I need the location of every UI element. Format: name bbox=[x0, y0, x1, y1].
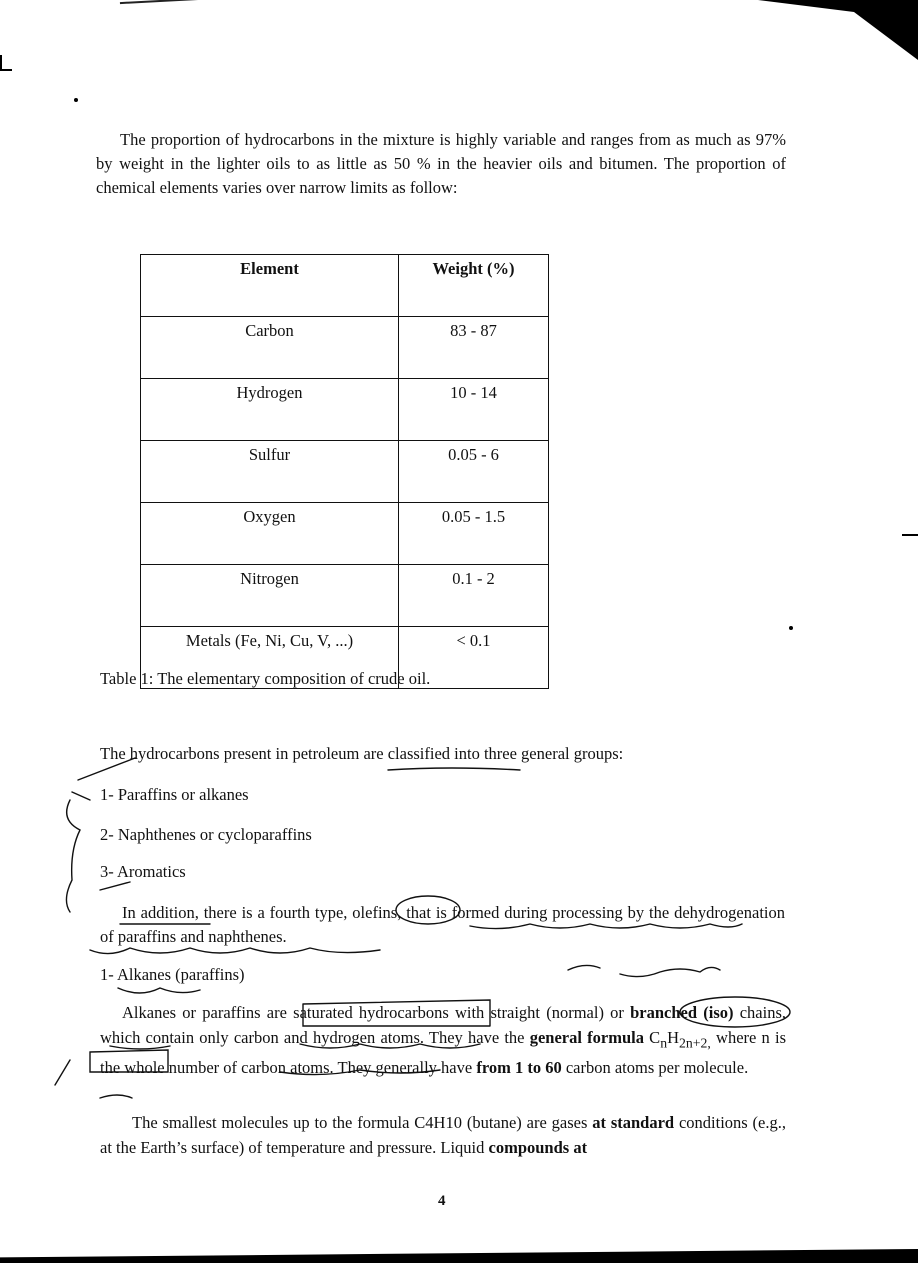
table-cell: 0.05 - 6 bbox=[399, 441, 549, 503]
scan-dot bbox=[74, 98, 78, 102]
table-cell: Metals (Fe, Ni, Cu, V, ...) bbox=[141, 627, 399, 689]
text-run: where n is the whole number of carbon atoms. They generally have bbox=[100, 1028, 786, 1078]
table-cell: Oxygen bbox=[141, 503, 399, 565]
table-cell: Nitrogen bbox=[141, 565, 399, 627]
section-heading: 1- Alkanes (paraffins) bbox=[100, 965, 245, 984]
text-run: chains, which contain only carbon and hydrogen atoms. They have the bbox=[100, 1003, 787, 1047]
table-caption: Table 1: The elementary composition of crude oil. bbox=[100, 669, 431, 688]
table-row bbox=[141, 379, 549, 441]
table-row bbox=[141, 503, 549, 565]
intro-paragraph: The proportion of hydrocarbons in the mixture is highly variable and ranges from as much as 97% by weight in the lighter oils to as little as 50 % in the heavier oils and bitumen. The proportion of chemical elements varies over narrow limits as follow: bbox=[96, 130, 786, 197]
text-run: The smallest molecules up to the formula C4H10 (butane) are gases bbox=[132, 1113, 593, 1132]
composition-table bbox=[140, 254, 549, 689]
group-item: 2- Naphthenes or cycloparaffins bbox=[100, 825, 312, 844]
groups-intro: The hydrocarbons present in petroleum are classified into three general groups: bbox=[100, 744, 624, 763]
scan-dot bbox=[789, 626, 793, 630]
smallest-molecules-paragraph bbox=[100, 1110, 786, 1160]
formula-sub: n bbox=[660, 1035, 668, 1051]
alkanes-paragraph bbox=[100, 1000, 786, 1080]
table-header-row bbox=[141, 255, 549, 317]
text-run: Alkanes or paraffins are saturated hydrocarbons with straight (normal) or bbox=[122, 1003, 631, 1022]
bold-run: general formula bbox=[529, 1028, 644, 1047]
page-number: 4 bbox=[438, 1193, 446, 1209]
bold-run: from 1 to 60 bbox=[476, 1058, 562, 1078]
group-item: 1- Paraffins or alkanes bbox=[100, 785, 249, 804]
scan-artifact-right bbox=[902, 534, 918, 536]
table-cell: Carbon bbox=[141, 317, 399, 379]
table-row bbox=[141, 441, 549, 503]
formula-h: H bbox=[667, 1028, 679, 1047]
table-header: Weight (%) bbox=[399, 255, 549, 317]
group-item: 3- Aromatics bbox=[100, 862, 186, 881]
table-cell: 10 - 14 bbox=[399, 379, 549, 441]
scan-artifact-left bbox=[0, 55, 12, 71]
formula bbox=[643, 1028, 711, 1051]
bold-run: branched (iso) bbox=[630, 1003, 734, 1022]
table-cell: 0.1 - 2 bbox=[399, 565, 549, 627]
text-run: carbon atoms per molecule. bbox=[561, 1058, 749, 1078]
text-run: conditions (e.g., at the Earth’s surface) of temperature and pressure. Liquid bbox=[100, 1113, 787, 1157]
formula-c: C bbox=[643, 1028, 661, 1047]
bold-run: compounds at bbox=[488, 1138, 588, 1157]
table-cell: 0.05 - 1.5 bbox=[399, 503, 549, 565]
table-cell: < 0.1 bbox=[399, 627, 549, 689]
formula-sub: 2n+2, bbox=[679, 1035, 711, 1051]
bold-run: at standard bbox=[592, 1113, 675, 1132]
scan-artifact-bottom bbox=[0, 1249, 918, 1263]
table-cell: Hydrogen bbox=[141, 379, 399, 441]
table-cell: Sulfur bbox=[141, 441, 399, 503]
addition-paragraph: In addition, there is a fourth type, olefins, that is formed during processing by the dehydrogenation of paraffins and naphthenes. bbox=[100, 903, 785, 946]
table-cell: 83 - 87 bbox=[399, 317, 549, 379]
table-row bbox=[141, 565, 549, 627]
scan-artifact-corner bbox=[758, 0, 918, 60]
table-header: Element bbox=[141, 255, 399, 317]
scan-artifact-top bbox=[120, 0, 200, 8]
table-row bbox=[141, 317, 549, 379]
